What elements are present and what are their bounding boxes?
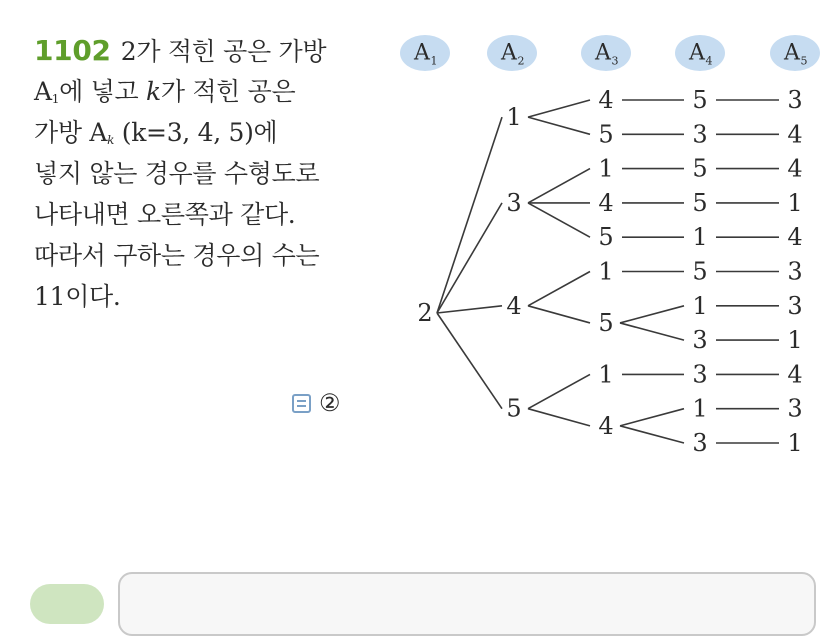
header-label: A: [595, 40, 611, 66]
tree-node-a3: 1: [598, 360, 614, 389]
tree-node-a3: 4: [598, 86, 614, 114]
tree-edge: [528, 203, 590, 237]
header-label: A: [501, 40, 517, 66]
tree-node-a5: 3: [787, 394, 803, 423]
tree-edge: [437, 313, 502, 409]
tree-edge: [528, 169, 590, 203]
header-label: A: [689, 40, 705, 66]
problem-line: 나타내면 오른쪽과 같다.: [34, 200, 296, 229]
tree-edge: [437, 117, 502, 313]
tree-node-a4: 3: [692, 360, 708, 389]
tree-node-a5: 3: [787, 86, 803, 114]
tree-node-a4: 1: [692, 394, 708, 423]
tree-node-a3: 1: [598, 257, 614, 286]
tree-node-a4: 3: [692, 120, 708, 149]
header-subscript: 2: [517, 54, 525, 68]
tree-edge: [528, 272, 590, 306]
tree-root: 2: [417, 299, 433, 327]
tree-node-a3: 5: [598, 120, 614, 149]
tree-node-a2: 3: [506, 188, 522, 217]
tree-node-a2: 1: [506, 103, 522, 132]
tree-node-a5: 4: [787, 360, 803, 389]
next-problem-box: [118, 572, 816, 636]
tree-node-a4: 5: [692, 154, 708, 183]
tree-node-a5: 1: [787, 429, 803, 457]
tree-edge: [437, 306, 502, 313]
tree-node-a2: 5: [506, 394, 522, 423]
header-subscript: 4: [705, 54, 713, 68]
tree-node-a4: 5: [692, 188, 708, 217]
tree-edge: [620, 426, 684, 443]
tree-edge: [528, 409, 590, 426]
problem-line: 1102 2가 적힌 공은 가방: [34, 34, 327, 67]
header-subscript: 1: [430, 54, 438, 68]
header-subscript: 3: [611, 54, 619, 68]
tree-node-a4: 1: [692, 223, 708, 252]
tree-node-a5: 4: [787, 154, 803, 183]
problem-line: 11이다.: [34, 282, 121, 311]
next-problem-badge: [30, 584, 104, 624]
header-subscript: 5: [800, 54, 808, 68]
tree-node-a2: 4: [506, 291, 522, 320]
tree-node-a4: 5: [692, 257, 708, 286]
problem-number: 1102: [34, 34, 111, 67]
tree-node-a3: 4: [598, 411, 614, 440]
tree-node-a5: 1: [787, 188, 803, 217]
tree-edge: [528, 100, 590, 117]
tree-node-a5: 3: [787, 257, 803, 286]
tree-edge: [620, 323, 684, 340]
tree-node-a5: 4: [787, 223, 803, 252]
tree-node-a5: 3: [787, 291, 803, 320]
tree-node-a3: 4: [598, 188, 614, 217]
problem-line: $A_1$에 넣고 k가 적힌 공은: [34, 77, 296, 106]
tree-node-a4: 5: [692, 86, 708, 114]
tree-node-a3: 5: [598, 223, 614, 252]
tree-edge: [528, 374, 590, 408]
answer-value: ②: [319, 389, 341, 417]
tree-node-a4: 1: [692, 291, 708, 320]
problem-line: 가방 $A_k$ (k=3, 4, 5)에: [34, 118, 278, 147]
tree-edge: [528, 306, 590, 323]
header-label: A: [414, 40, 430, 66]
tree-edge: [528, 117, 590, 134]
problem-line: 따라서 구하는 경우의 수는: [34, 241, 320, 270]
tree-edge: [437, 203, 502, 313]
tree-node-a5: 1: [787, 326, 803, 355]
header-label: A: [784, 40, 800, 66]
tree-node-a4: 3: [692, 429, 708, 457]
problem-line: 넣지 않는 경우를 수형도로: [34, 159, 320, 188]
tree-node-a5: 4: [787, 120, 803, 149]
tree-edge: [620, 409, 684, 426]
tree-node-a3: 5: [598, 308, 614, 337]
tree-edge: [620, 306, 684, 323]
tree-node-a3: 1: [598, 154, 614, 183]
tree-node-a4: 3: [692, 326, 708, 355]
